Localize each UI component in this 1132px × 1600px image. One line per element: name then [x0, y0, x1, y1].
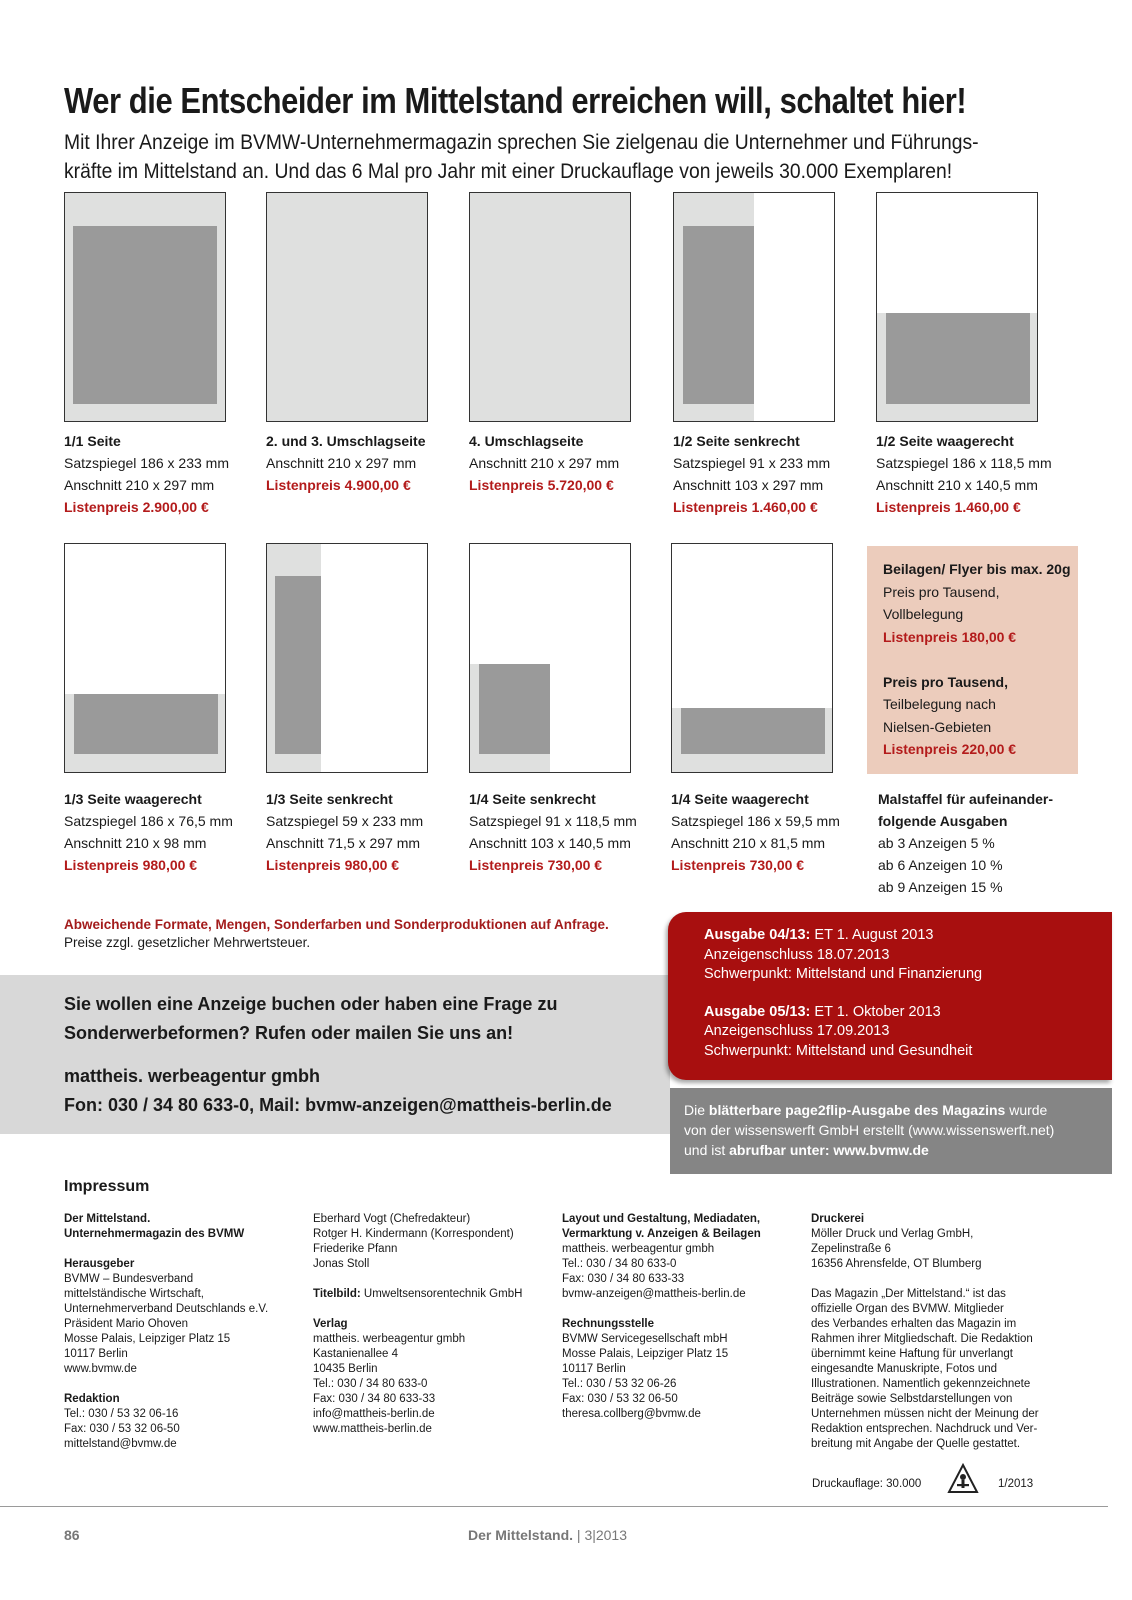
malstaffel-item: ab 9 Anzeigen 15 %	[878, 879, 1003, 895]
impressum-line: Fax: 030 / 34 80 633-33	[313, 1393, 436, 1405]
impressum-line: mattheis. werbeagentur gmbh	[313, 1333, 466, 1345]
impressum-heading: Herausgeber	[64, 1258, 135, 1270]
format-spec: Satzspiegel 186 x 233 mm	[64, 455, 229, 471]
impressum-line: Tel.: 030 / 34 80 633-0	[562, 1258, 677, 1270]
page-number: 86	[64, 1527, 80, 1543]
flip-link[interactable]: abrufbar unter: www.bvmw.de	[729, 1142, 929, 1158]
format-thumb-1-3-senkrecht	[266, 543, 428, 773]
impressum-line: Präsident Mario Ohoven	[64, 1318, 189, 1330]
format-spec: Anschnitt 210 x 297 mm	[64, 477, 215, 493]
impressum-line: des Verbandes erhalten das Magazin im	[811, 1318, 1017, 1330]
impressum-line: 10117 Berlin	[562, 1363, 626, 1375]
beilagen-price-teil: Listenpreis 220,00 €	[883, 741, 1017, 757]
impressum-heading: Druckerei	[811, 1213, 865, 1225]
impressum-line: mittelständische Wirtschaft,	[64, 1288, 204, 1300]
format-info-1-3-waagerecht	[64, 788, 264, 876]
beilagen-price-voll: Listenpreis 180,00 €	[883, 628, 1017, 645]
impressum-heading: Unternehmermagazin des BVMW	[64, 1228, 245, 1240]
impressum-heading: Redaktion	[64, 1393, 120, 1405]
format-price: Listenpreis 1.460,00 €	[673, 499, 818, 515]
format-price: Listenpreis 730,00 €	[671, 857, 805, 873]
page2flip-box	[670, 1088, 1112, 1174]
format-thumb-umschlag-2-3	[266, 192, 428, 422]
format-price: Listenpreis 730,00 €	[469, 857, 603, 873]
impressum-heading: Vermarktung v. Anzeigen & Beilagen	[562, 1228, 761, 1240]
beilagen-subtitle: Preis pro Tausend,	[883, 673, 1008, 690]
format-spec: Anschnitt 71,5 x 297 mm	[266, 835, 421, 851]
format-spec: Anschnitt 210 x 98 mm	[64, 835, 207, 851]
impressum-line: Tel.: 030 / 34 80 633-0	[313, 1378, 428, 1390]
impressum-line: BVMW Servicegesellschaft mbH	[562, 1333, 728, 1345]
footer-separator: |	[573, 1527, 585, 1543]
impressum-col-3	[562, 1212, 807, 1422]
contact-question: Sie wollen eine Anzeige buchen oder haben eine Frage zu	[64, 994, 558, 1014]
issue-label: Ausgabe 04/13:	[704, 927, 811, 943]
format-thumb-1-2-senkrecht	[673, 192, 835, 422]
issue-et: ET 1. Oktober 2013	[810, 1003, 941, 1020]
contact-phone-mail[interactable]: Fon: 030 / 34 80 633-0, Mail: bvmw-anzeigen@mattheis-berlin.de	[64, 1095, 612, 1115]
format-title: 4. Umschlagseite	[469, 433, 584, 449]
footer-title: Der Mittelstand.	[468, 1527, 574, 1543]
format-info-1-4-senkrecht	[469, 788, 669, 876]
issue-deadline: Anzeigenschluss 17.09.2013	[704, 1023, 890, 1039]
format-price: Listenpreis 980,00 €	[266, 857, 400, 873]
format-spec: Anschnitt 210 x 297 mm	[266, 455, 417, 471]
issue-focus: Schwerpunkt: Mittelstand und Finanzierung	[704, 966, 983, 982]
format-info-1-2-senkrecht	[673, 430, 873, 518]
contact-company: mattheis. werbeagentur gmbh	[64, 1066, 321, 1086]
beilagen-box	[867, 546, 1078, 774]
impressum-line: 10435 Berlin	[313, 1363, 378, 1375]
format-info-umschlag-4	[469, 430, 669, 496]
impressum-line: theresa.collberg@bvmw.de	[562, 1408, 701, 1420]
format-spec: Satzspiegel 186 x 76,5 mm	[64, 813, 233, 829]
impressum-line: bvmw-anzeigen@mattheis-berlin.de	[562, 1288, 746, 1300]
impressum-line: Tel.: 030 / 53 32 06-26	[562, 1378, 677, 1390]
impressum-heading: Titelbild:	[313, 1288, 361, 1300]
impressum-line: Friederike Pfann	[313, 1243, 398, 1255]
impressum-title: Impressum	[64, 1178, 150, 1195]
format-info-1-2-waagerecht	[876, 430, 1076, 518]
contact-block	[64, 990, 612, 1120]
impressum-line: Rahmen ihrer Mitgliedschaft. Die Redaktion	[811, 1333, 1033, 1345]
issue-deadline: Anzeigenschluss 18.07.2013	[704, 946, 890, 963]
impressum-heading: Layout und Gestaltung, Mediadaten,	[562, 1213, 761, 1225]
flip-text: und ist	[684, 1142, 730, 1158]
flip-text: wurde	[1005, 1102, 1048, 1118]
impressum-line: Jonas Stoll	[313, 1258, 370, 1270]
malstaffel-item: ab 3 Anzeigen 5 %	[878, 835, 995, 851]
impressum-line: Eberhard Vogt (Chefredakteur)	[313, 1213, 471, 1225]
impressum-line: Zepelinstraße 6	[811, 1243, 891, 1255]
issue-04-13	[704, 926, 1112, 985]
impressum-line: Tel.: 030 / 53 32 06-16	[64, 1408, 179, 1420]
format-title: 1/2 Seite senkrecht	[673, 433, 800, 449]
impressum-line: Umweltsensorentechnik GmbH	[360, 1288, 523, 1300]
format-price: Listenpreis 980,00 €	[64, 857, 198, 873]
format-spec: Satzspiegel 59 x 233 mm	[266, 813, 424, 829]
impressum-col-2	[313, 1212, 558, 1437]
format-title: 1/4 Seite waagerecht	[671, 791, 809, 807]
impressum-heading: Rechnungsstelle	[562, 1318, 655, 1330]
format-thumb-umschlag-4	[469, 192, 631, 422]
format-title: 1/2 Seite waagerecht	[876, 433, 1014, 449]
beilagen-title: Beilagen/ Flyer bis max. 20g	[883, 561, 1071, 577]
format-spec: Satzspiegel 91 x 233 mm	[673, 455, 831, 471]
issue-focus: Schwerpunkt: Mittelstand und Gesundheit	[704, 1042, 973, 1059]
format-thumb-1-1	[64, 192, 226, 422]
pricing-note-red: Abweichende Formate, Mengen, Sonderfarben und Sonderproduktionen auf Anfrage.	[64, 917, 609, 932]
impressum-line: 10117 Berlin	[64, 1348, 128, 1360]
impressum-line: Das Magazin „Der Mittelstand.“ ist das	[811, 1288, 1006, 1300]
impressum-line: Unternehmerverband Deutschlands e.V.	[64, 1303, 269, 1315]
format-thumb-1-4-waagerecht	[671, 543, 833, 773]
impressum-line: Illustrationen. Namentlich gekennzeichnete	[811, 1378, 1031, 1390]
impressum-line: Möller Druck und Verlag GmbH,	[811, 1228, 974, 1240]
impressum-col-1	[64, 1212, 309, 1452]
format-spec: Anschnitt 103 x 140,5 mm	[469, 835, 631, 851]
issue-et: ET 1. August 2013	[810, 927, 934, 943]
format-thumb-1-2-waagerecht	[876, 192, 1038, 422]
impressum-line: 16356 Ahrensfelde, OT Blumberg	[811, 1258, 982, 1270]
impressum-line: Rotger H. Kindermann (Korrespondent)	[313, 1228, 514, 1240]
format-info-1-4-waagerecht	[671, 788, 871, 876]
format-title: 2. und 3. Umschlagseite	[266, 433, 426, 449]
contact-question: Sonderwerbeformen? Rufen oder mailen Sie uns an!	[64, 1023, 514, 1043]
format-spec: Satzspiegel 91 x 118,5 mm	[469, 813, 637, 829]
impressum-line: Redaktion entsprechen. Nachdruck und Ver-	[811, 1423, 1038, 1435]
format-price: Listenpreis 1.460,00 €	[876, 499, 1021, 515]
beilagen-text: Vollbelegung	[883, 606, 964, 622]
format-thumb-1-4-senkrecht	[469, 543, 631, 773]
format-info-umschlag-2-3	[266, 430, 466, 496]
impressum-line: Unternehmen müssen nicht der Meinung der	[811, 1408, 1039, 1420]
malstaffel-title: Malstaffel für aufeinander-	[878, 791, 1054, 807]
format-spec: Anschnitt 210 x 297 mm	[469, 455, 620, 471]
format-title: 1/3 Seite waagerecht	[64, 791, 202, 807]
footer-magazine	[468, 1527, 627, 1543]
format-spec: Satzspiegel 186 x 59,5 mm	[671, 813, 840, 829]
impressum-col-4	[811, 1212, 1081, 1452]
format-title: 1/1 Seite	[64, 433, 121, 449]
footer-issue: 3|2013	[584, 1527, 628, 1543]
impressum-line: Fax: 030 / 53 32 06-50	[64, 1423, 180, 1435]
ivw-logo-icon	[946, 1462, 980, 1501]
intro-line-2: kräfte im Mittelstand an. Und das 6 Mal pro Jahr mit einer Druckauflage von jeweils 30.000 Exemplaren!	[64, 160, 953, 183]
impressum-line: Fax: 030 / 34 80 633-33	[562, 1273, 685, 1285]
pricing-note-vat: Preise zzgl. gesetzlicher Mehrwertsteuer.	[64, 935, 311, 950]
impressum-line: Fax: 030 / 53 32 06-50	[562, 1393, 678, 1405]
beilagen-text: Nielsen-Gebieten	[883, 718, 992, 735]
pricing-note	[64, 916, 609, 952]
malstaffel-title: folgende Ausgaben	[878, 813, 1008, 829]
footer-divider	[0, 1506, 1108, 1507]
page-headline: Wer die Entscheider im Mittelstand erreichen will, schaltet hier!	[64, 80, 967, 121]
ausgabe-nummer: 1/2013	[998, 1478, 1034, 1490]
malstaffel-item: ab 6 Anzeigen 10 %	[878, 857, 1003, 873]
beilagen-text: Teilbelegung nach	[883, 696, 996, 712]
impressum-heading: Der Mittelstand.	[64, 1213, 151, 1225]
impressum-line: Mosse Palais, Leipziger Platz 15	[64, 1333, 231, 1345]
impressum-line: breitung mit Angabe der Quelle gestattet.	[811, 1438, 1021, 1450]
impressum-line: übernimmt keine Haftung für unverlangt	[811, 1348, 1013, 1360]
issue-label: Ausgabe 05/13:	[704, 1003, 811, 1020]
impressum-line: www.bvmw.de	[64, 1363, 137, 1375]
malstaffel	[878, 788, 1098, 898]
format-price: Listenpreis 2.900,00 €	[64, 499, 209, 515]
format-title: 1/4 Seite senkrecht	[469, 791, 596, 807]
impressum-line: offizielle Organ des BVMW. Mitglieder	[811, 1303, 1004, 1315]
flip-text-bold: blätterbare page2flip-Ausgabe des Magazins	[708, 1102, 1006, 1118]
format-spec: Anschnitt 103 x 297 mm	[673, 477, 824, 493]
format-info-1-3-senkrecht	[266, 788, 466, 876]
flip-text: von der wissenswerft GmbH erstellt (www.wissenswerft.net)	[684, 1122, 1055, 1138]
impressum-line: info@mattheis-berlin.de	[313, 1408, 435, 1420]
format-spec: Anschnitt 210 x 140,5 mm	[876, 477, 1038, 493]
impressum-line: Kastanienallee 4	[313, 1348, 399, 1360]
format-price: Listenpreis 5.720,00 €	[469, 477, 614, 493]
format-spec: Anschnitt 210 x 81,5 mm	[671, 835, 826, 851]
impressum-line: mittelstand@bvmw.de	[64, 1438, 177, 1450]
issue-05-13	[704, 1003, 1112, 1062]
flip-text: Die	[684, 1102, 709, 1118]
issue-dates-box	[668, 912, 1112, 1080]
impressum-line: Beiträge sowie Selbstdarstellungen von	[811, 1393, 1013, 1405]
impressum-line: www.mattheis-berlin.de	[313, 1423, 432, 1435]
druckauflage: Druckauflage: 30.000	[812, 1478, 922, 1490]
format-spec: Satzspiegel 186 x 118,5 mm	[876, 455, 1052, 471]
intro-line-1: Mit Ihrer Anzeige im BVMW-Unternehmermagazin sprechen Sie zielgenau die Unternehmer und Führungs-	[64, 131, 979, 154]
format-thumb-1-3-waagerecht	[64, 543, 226, 773]
impressum-line: mattheis. werbeagentur gmbh	[562, 1243, 715, 1255]
impressum-line: eingesandte Manuskripte, Fotos und	[811, 1363, 998, 1375]
format-price: Listenpreis 4.900,00 €	[266, 477, 411, 493]
intro-text	[64, 128, 1021, 186]
format-title: 1/3 Seite senkrecht	[266, 791, 393, 807]
impressum-line: Mosse Palais, Leipziger Platz 15	[562, 1348, 729, 1360]
impressum-line: BVMW – Bundesverband	[64, 1273, 194, 1285]
beilagen-text: Preis pro Tausend,	[883, 583, 1000, 600]
impressum-heading: Verlag	[313, 1318, 348, 1330]
format-info-1-1	[64, 430, 264, 518]
